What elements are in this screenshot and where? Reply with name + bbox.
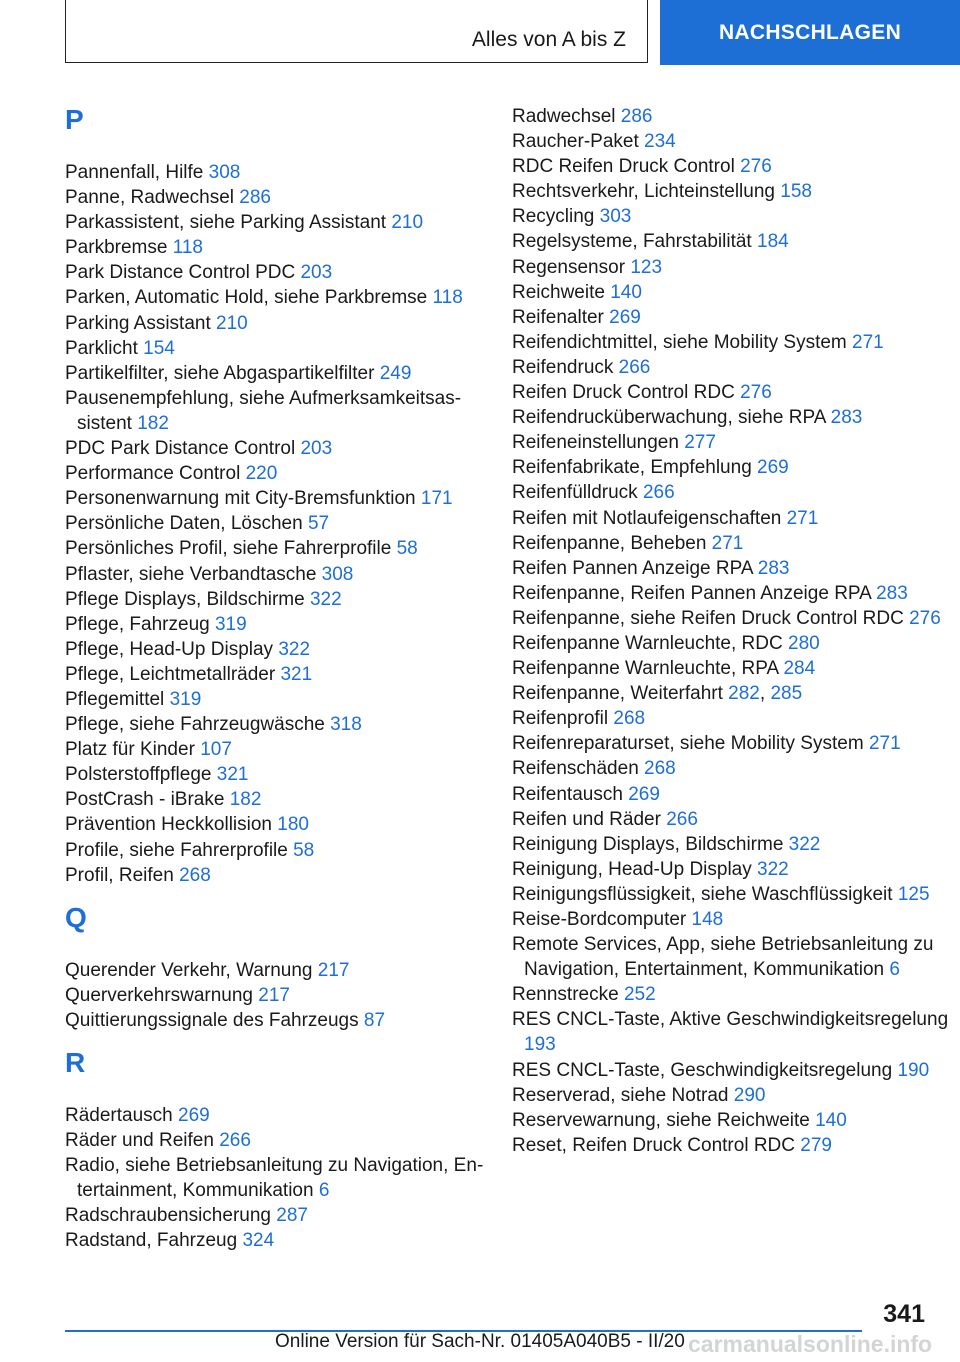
index-entry-term: Recycling <box>512 206 595 228</box>
index-entry <box>512 506 952 531</box>
index-entry <box>65 863 505 888</box>
index-entry-term: Pausenempfehlung, siehe Aufmerksamkeitsassistent <box>65 387 462 434</box>
page-reference-link[interactable]: 276 <box>740 156 772 178</box>
index-entry <box>512 932 952 982</box>
index-entry-term: Panne, Radwechsel <box>65 187 234 209</box>
index-column-right <box>512 104 952 1158</box>
page-reference-link[interactable]: 123 <box>630 256 663 278</box>
index-entry <box>65 1203 505 1228</box>
page-number: 341 <box>883 1300 925 1328</box>
page-reference-link[interactable]: 287 <box>276 1205 308 1227</box>
index-entry <box>512 1133 952 1158</box>
index-entry <box>65 737 505 762</box>
index-entry-term: Radstand, Fahrzeug <box>65 1230 238 1252</box>
page-reference-link[interactable]: 118 <box>432 287 463 309</box>
index-entry <box>65 1128 505 1153</box>
index-entry <box>65 260 505 285</box>
index-entry <box>512 1108 952 1133</box>
header-tab-nachschlagen[interactable]: NACHSCHLAGEN <box>660 0 960 65</box>
page-reference-link[interactable]: 252 <box>623 984 656 1006</box>
index-entry-term: Remote Services, App, siehe Betriebsanleitung zu Navigation, Entertainment, Kommunikation <box>512 934 934 981</box>
index-entry-term: Reifen Druck Control RDC <box>512 382 735 404</box>
page-reference-link[interactable]: 269 <box>628 783 660 805</box>
page-reference-link[interactable]: 6 <box>318 1180 330 1202</box>
page-reference-link[interactable]: 266 <box>642 482 675 504</box>
index-entry <box>65 210 505 235</box>
index-entry <box>512 1007 952 1057</box>
page-reference-link[interactable]: 268 <box>644 758 676 780</box>
index-entry <box>512 756 952 781</box>
index-entry <box>512 1058 952 1083</box>
index-entry-term: Reise-Bordcomputer <box>512 909 687 930</box>
page-reference-link[interactable]: 286 <box>620 106 653 127</box>
index-entry-term: Pflege Displays, Bildschirme <box>65 588 305 610</box>
index-entry-term: Personenwarnung mit City-Bremsfunktion <box>65 488 416 510</box>
index-entry <box>65 762 505 787</box>
index-entry-term: Profile, siehe Fahrerprofile <box>65 839 288 861</box>
index-entry-term: Pannenfall, Hilfe <box>65 162 204 183</box>
index-entry <box>65 562 505 587</box>
index-entry <box>65 436 505 461</box>
index-entry-term: Raucher-Paket <box>512 131 639 153</box>
index-entry-term: Reserverad, siehe Notrad <box>512 1084 729 1106</box>
index-entry <box>512 832 952 857</box>
index-entry <box>65 1153 505 1203</box>
index-entry-term: Parkassistent, siehe Parking Assistant <box>65 212 387 234</box>
page-reference-link[interactable]: 57 <box>307 513 330 535</box>
index-entry-term: Regensensor <box>512 256 626 278</box>
index-entry-term: PostCrash - iBrake <box>65 789 225 811</box>
index-entry-term: Reifenpanne, siehe Reifen Druck Control RDC <box>512 607 904 629</box>
page-reference-link[interactable]: 158 <box>780 181 812 203</box>
page-reference-link[interactable]: 308 <box>321 563 354 585</box>
index-entry <box>512 882 952 907</box>
index-entry-term: Park Distance Control PDC <box>65 262 296 284</box>
page-reference-link[interactable]: 249 <box>379 362 412 384</box>
index-entry <box>512 204 952 229</box>
page-reference-link[interactable]: 319 <box>214 613 247 635</box>
index-entry-term: Rädertausch <box>65 1105 173 1126</box>
index-entry-term: Reifen Pannen Anzeige RPA <box>512 557 753 579</box>
page-reference-link[interactable]: 148 <box>691 909 724 930</box>
index-entry <box>512 305 952 330</box>
index-entry-term: Reifenprofil <box>512 708 609 730</box>
page-reference-link[interactable]: 308 <box>208 162 241 183</box>
watermark-logo: carmanualsonline.info <box>688 1331 933 1357</box>
index-entry <box>65 662 505 687</box>
page-reference-link[interactable]: 318 <box>330 714 362 736</box>
page-reference-link[interactable]: 171 <box>420 488 453 510</box>
page-reference-link[interactable]: 266 <box>666 808 698 830</box>
index-entry <box>512 731 952 756</box>
index-entry-term: Parkbremse <box>65 237 168 259</box>
index-entry <box>65 712 505 737</box>
index-entry-term: PDC Park Distance Control <box>65 438 296 460</box>
index-entry-term: Quittierungssignale des Fahrzeugs <box>65 1009 359 1031</box>
index-entry <box>65 612 505 637</box>
index-entry-term: Reifenalter <box>512 306 604 328</box>
page-reference-link[interactable]: 58 <box>396 538 418 560</box>
page-reference-link[interactable]: 319 <box>169 688 202 710</box>
index-entry <box>65 958 505 983</box>
index-entry <box>65 235 505 260</box>
index-entry <box>65 838 505 863</box>
index-entry <box>512 606 952 631</box>
index-entry <box>512 104 952 129</box>
index-entry-term: Radschraubensicherung <box>65 1205 271 1227</box>
index-entry-term: Reinigung Displays, Bildschirme <box>512 833 784 855</box>
page-reference-link[interactable]: 269 <box>178 1105 210 1126</box>
index-entry <box>65 983 505 1008</box>
index-entry <box>512 355 952 380</box>
index-entry-term: Parken, Automatic Hold, siehe Parkbremse <box>65 287 428 309</box>
page-reference-link[interactable]: 271 <box>868 733 901 755</box>
page-reference-link[interactable]: 271 <box>711 532 744 554</box>
page-reference-link[interactable]: 276 <box>740 382 772 404</box>
index-entry-term: Reifendrucküberwachung, siehe RPA <box>512 407 826 429</box>
page-reference-link[interactable]: 322 <box>309 588 342 610</box>
index-entry <box>65 285 505 310</box>
index-entry <box>512 154 952 179</box>
index-entry <box>512 480 952 505</box>
index-entry <box>512 706 952 731</box>
index-entry-term: Reifendichtmittel, siehe Mobility System <box>512 331 847 353</box>
page-reference-link[interactable]: 58 <box>293 839 315 861</box>
index-entry <box>65 386 505 436</box>
index-entry <box>65 461 505 486</box>
page-reference-link[interactable]: 203 <box>300 438 333 460</box>
index-entry-term: Reifendruck <box>512 356 614 378</box>
index-entry <box>512 430 952 455</box>
index-entry <box>512 129 952 154</box>
index-entry-term: Reifenpanne Warnleuchte, RPA <box>512 658 779 680</box>
index-entry <box>65 160 505 185</box>
index-entry <box>512 330 952 355</box>
page-reference-link[interactable]: 322 <box>757 858 789 880</box>
index-entry-term: Reservewarnung, siehe Reichweite <box>512 1109 810 1131</box>
index-entry <box>65 1228 505 1253</box>
section-letter: R <box>65 1047 86 1078</box>
index-entry-term: Parklicht <box>65 337 138 359</box>
section-letter: P <box>65 104 84 135</box>
page-reference-link[interactable]: 303 <box>599 206 632 228</box>
page-reference-link[interactable]: 87 <box>363 1009 386 1031</box>
page-reference-link[interactable]: 118 <box>172 237 203 259</box>
index-entry <box>65 336 505 361</box>
page-reference-link[interactable]: 290 <box>733 1084 766 1106</box>
page-reference-link[interactable]: 125 <box>897 883 930 905</box>
index-entry <box>65 511 505 536</box>
index-entry-term: Reifenpanne, Beheben <box>512 532 707 554</box>
index-entry-term: Räder und Reifen <box>65 1130 214 1152</box>
page-reference-link[interactable]: 324 <box>242 1230 275 1252</box>
index-entry-term: Parking Assistant <box>65 312 211 334</box>
index-entry <box>512 857 952 882</box>
page-reference-link[interactable]: 286 <box>239 187 271 209</box>
index-entry-term: Pflaster, siehe Verbandtasche <box>65 563 317 585</box>
page-reference-link[interactable]: 220 <box>245 463 278 485</box>
page-reference-link[interactable]: 6 <box>889 959 900 981</box>
page-reference-link[interactable]: 210 <box>216 312 248 334</box>
index-entry-term: Pflege, siehe Fahrzeugwäsche <box>65 714 325 736</box>
index-entry-term: Reifenpanne, Reifen Pannen Anzeige RPA <box>512 582 871 604</box>
page-reference-link[interactable]: 190 <box>897 1059 930 1081</box>
page-reference-link[interactable]: 269 <box>757 457 789 479</box>
index-entry <box>512 556 952 581</box>
page-reference-link[interactable]: 140 <box>815 1109 847 1131</box>
index-entry-term: Reifenfabrikate, Empfehlung <box>512 457 752 479</box>
index-entry-term: Persönliches Profil, siehe Fahrerprofile <box>65 538 392 560</box>
index-entry <box>512 280 952 305</box>
index-entry <box>65 486 505 511</box>
page-reference-link[interactable]: 184 <box>757 231 789 253</box>
section-letter: Q <box>65 901 87 933</box>
index-entry-term: Pflege, Leichtmetallräder <box>65 663 276 685</box>
index-entry <box>512 782 952 807</box>
index-entry-term: Querender Verkehr, Warnung <box>65 959 313 981</box>
page-reference-link[interactable]: 269 <box>609 306 641 328</box>
index-entry-term: RES CNCL-Taste, Aktive Geschwindigkeitsregelung <box>512 1009 949 1031</box>
index-column-left <box>65 100 505 1254</box>
index-entry <box>512 179 952 204</box>
page-reference-link[interactable]: 107 <box>200 739 232 761</box>
page-reference-link[interactable]: 321 <box>216 764 249 786</box>
index-entry <box>512 531 952 556</box>
page-reference-link[interactable]: 182 <box>137 412 169 434</box>
page-reference-link[interactable]: 322 <box>278 638 311 660</box>
page-reference-link[interactable]: 283 <box>830 407 863 429</box>
page-reference-link[interactable]: 279 <box>800 1134 832 1156</box>
index-entry-term: Reichweite <box>512 281 605 303</box>
page-reference-link[interactable]: 266 <box>219 1130 251 1152</box>
page-reference-link[interactable]: 271 <box>852 331 884 353</box>
index-entry <box>512 982 952 1007</box>
index-entry-term: Reinigung, Head-Up Display <box>512 858 752 880</box>
index-entry <box>65 787 505 812</box>
index-entry-term: Querverkehrswarnung <box>65 984 253 1006</box>
index-entry-term: Prävention Heckkollision <box>65 814 272 836</box>
page-reference-link[interactable]: 217 <box>258 984 290 1006</box>
index-entry-term: Pflege, Head-Up Display <box>65 638 274 660</box>
index-entry-term: Reifenschäden <box>512 758 639 780</box>
page-reference-link[interactable]: 282 <box>728 683 760 705</box>
index-entry-term: Pflegemittel <box>65 688 165 710</box>
page-reference-link[interactable]: 280 <box>788 632 820 654</box>
index-entry <box>65 311 505 336</box>
index-entry <box>65 536 505 561</box>
page-reference-link[interactable]: 193 <box>524 1034 556 1056</box>
index-entry-term: Reset, Reifen Druck Control RDC <box>512 1134 795 1156</box>
index-entry <box>512 581 952 606</box>
index-entry-term: Reifenreparaturset, siehe Mobility System <box>512 733 864 755</box>
index-entry <box>65 185 505 210</box>
index-entry-term: Regelsysteme, Fahrstabilität <box>512 231 752 253</box>
page-reference-link[interactable]: 276 <box>909 607 941 629</box>
page-reference-link[interactable]: 285 <box>770 683 803 705</box>
index-entry <box>512 656 952 681</box>
page-reference-link[interactable]: 322 <box>788 833 821 855</box>
index-entry-term: Rennstrecke <box>512 984 619 1006</box>
page-reference-link[interactable]: 203 <box>300 262 333 284</box>
header-section-title: Alles von A bis Z <box>471 28 626 51</box>
index-entry <box>512 1083 952 1108</box>
index-entry-term: Radio, siehe Betriebsanleitung zu Navigation, Entertainment, Kommunikation <box>65 1155 484 1202</box>
page-reference-link[interactable]: 154 <box>143 337 175 359</box>
index-entry-term: Performance Control <box>65 463 241 485</box>
page-reference-link[interactable]: 180 <box>277 814 309 836</box>
page-reference-link[interactable]: 182 <box>229 789 262 811</box>
index-entry-term: Persönliche Daten, Löschen <box>65 513 303 535</box>
index-entry: Reifenpanne, Weiterfahrt 282, 285 <box>512 683 803 705</box>
index-entry-term: Platz für Kinder <box>65 739 195 761</box>
index-entry-term: Radwechsel <box>512 106 616 127</box>
index-entry <box>512 631 952 656</box>
index-entry-term: Reifen und Räder <box>512 808 661 830</box>
index-entry <box>65 361 505 386</box>
index-entry-term: Polsterstoffpflege <box>65 764 212 786</box>
index-entry-term: RDC Reifen Druck Control <box>512 156 735 178</box>
page-reference-link[interactable]: 217 <box>317 959 350 981</box>
page-reference-link[interactable]: 271 <box>786 507 819 529</box>
index-entry <box>65 587 505 612</box>
page-reference-link[interactable]: 283 <box>876 582 908 604</box>
index-entry-term: Rechtsverkehr, Lichteinstellung <box>512 181 775 203</box>
index-entry-term: Reifenpanne Warnleuchte, RDC <box>512 632 783 654</box>
page-reference-link[interactable]: 268 <box>613 708 646 730</box>
page-reference-link[interactable]: 234 <box>644 131 676 153</box>
index-entry-term: Reifeneinstellungen <box>512 432 679 454</box>
index-entry <box>65 687 505 712</box>
index-entry <box>65 1008 505 1033</box>
index-entry-term: Reifenpanne, Weiterfahrt <box>512 683 723 705</box>
page-reference-link[interactable]: 284 <box>783 658 816 680</box>
index-entry <box>65 1103 505 1128</box>
index-entry-term: Reinigungsflüssigkeit, siehe Waschflüssigkeit <box>512 883 893 905</box>
index-entry <box>512 229 952 254</box>
page-reference-link[interactable]: 210 <box>391 212 424 234</box>
index-entry <box>512 455 952 480</box>
page-reference-link[interactable]: 268 <box>179 864 211 886</box>
index-entry <box>512 255 952 280</box>
index-entry <box>512 380 952 405</box>
index-entry <box>65 812 505 837</box>
index-entry-term: Pflege, Fahrzeug <box>65 613 210 635</box>
index-entry-term: Profil, Reifen <box>65 864 174 886</box>
index-entry <box>512 807 952 832</box>
index-entry-term: Partikelfilter, siehe Abgaspartikelfilter <box>65 362 375 384</box>
index-entry <box>65 637 505 662</box>
page-reference-link[interactable]: 266 <box>618 356 651 378</box>
page-reference-link[interactable]: 321 <box>280 663 313 685</box>
index-entry <box>512 907 952 932</box>
page-reference-link[interactable]: 277 <box>684 432 716 454</box>
index-entry <box>512 405 952 430</box>
index-entry-term: Reifen mit Notlaufeigenschaften <box>512 507 782 529</box>
page-reference-link[interactable]: 283 <box>757 557 790 579</box>
index-entry-term: Reifentausch <box>512 783 623 805</box>
index-entry-term: RES CNCL-Taste, Geschwindigkeitsregelung <box>512 1059 893 1081</box>
page-reference-link[interactable]: 140 <box>610 281 642 303</box>
footer-online-version: Online Version für Sach-Nr. 01405A040B5 - II/20 <box>275 1331 685 1352</box>
index-entry-term: Reifenfülldruck <box>512 482 638 504</box>
